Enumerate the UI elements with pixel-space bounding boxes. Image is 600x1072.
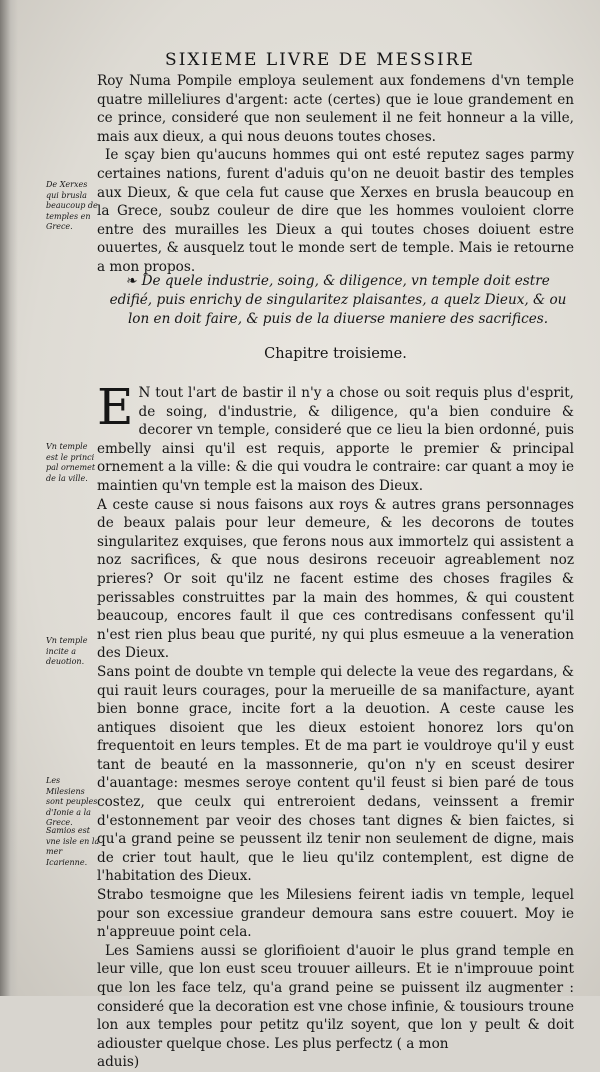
paragraph-intro <box>97 378 574 496</box>
paragraph-palais: A ceste cause si nous faisons aux roys & autres grans personnages de beaux palais pour leur demeure, & les decorons de toutes singularitez exquises, que ferons nous aux immortelz qui assistent a noz sacrifices, & que nous desirons receuoir agreablement noz prieres? Or soit qu'ilz ne facent estime des choses fragiles & perissables construittes par la main des hommes, & qui coustent beaucoup, encores fault il que ces contredisans confessent qu'il n'est rien plus beau que purité, ny qui plus esmeuue a la veneration des Dieux. <box>97 496 574 662</box>
book-spine-shadow <box>0 0 18 996</box>
drop-cap: E <box>97 378 134 436</box>
paragraph-xerxes: Ie sçay bien qu'aucuns hommes qui ont esté reputez sages parmy certaines nations, furent d'aduis qu'on ne deuoit bastir des temples aux Dieux, & que cela fut cause que Xerxes en brusla beaucoup en la Grece, soubz couleur de dire que les hommes vouloient clorre entre des murailles les Dieux a qui toutes choses doiuent estre ouuertes, & ausquelz tout le monde sert de temple. Mais ie retourne a mon propos. <box>97 147 574 275</box>
margin-note-ornament: Vn temple est le princi pal ornemet de la ville. <box>46 442 96 483</box>
margin-note-devotion: Vn temple incite a deuotion. <box>46 636 88 667</box>
running-header: SIXIEME LIVRE DE MESSIRE <box>165 50 475 70</box>
summary-text: De quele industrie, soing, & diligence, vn temple doit estre edifié, puis enrichy de singularitez plaisantes, a quelz Dieux, & ou lon en doit faire, & puis de la diuerse maniere des sacrifices. <box>109 273 567 327</box>
chapter-summary <box>108 272 568 329</box>
catchword: aduis) <box>97 1054 140 1071</box>
paragraph-deuotion: Sans point de doubte vn temple qui delecte la veue des regardans, & qui rauit leurs courages, pour la merueille de sa manifacture, ayant bien bonne grace, incite fort a la deuotion. A ceste cause les antiques disoient que les dieux estoient honorez lors qu'on frequentoit en leurs temples. Et de ma part ie vouldroye qu'il y eust tant de beauté en la massonnerie, qu'on n'y en sceust desirer d'auantage: mesmes seroye content qu'il feust si bien paré de tous costez, que ceulx qui entreroient dedans, veinssent a fremir d'estonnement par veoir des choses tant dignes & bien faictes, si qu'a grand peine se peussent ilz tenir non seulement de digne, mais de crier tout hault, que le lieu qu'ilz contemplent, est digne de l'habitation des Dieux. <box>97 663 574 885</box>
chapter-title: Chapitre troisieme. <box>264 346 407 362</box>
margin-note-xerxes: De Xerxes qui brusla beaucoup de temples en Grece. <box>46 180 98 232</box>
paragraph-intro-text: N tout l'art de bastir il n'y a chose ou soit requis plus d'esprit, de soing, d'industrie, & diligence, qu'a bien conduire & decorer vn temple, consideré que ce lieu la bien ordonné, puis embelly ainsi qu'il est requis, apporte le premier & principal ornement a la ville: & die qui voudra le contraire: car quant a moy ie maintien qu'vn temple est la maison des Dieux. <box>97 385 574 494</box>
fleuron-icon: ❧ <box>126 273 138 289</box>
margin-note-samos: Samios est vne isle en la mer Icarienne. <box>46 826 100 867</box>
paragraph-numa: Roy Numa Pompile employa seulement aux fondemens d'vn temple quatre milleliures d'argent: acte (certes) que ie loue grandement en ce prince, consideré que non seulement il ne feit honneur a la ville, mais aux dieux, a qui nous deuons toutes choses. <box>97 73 574 145</box>
chapter-text <box>97 378 574 1072</box>
paragraph-strabo: Strabo tesmoigne que les Milesiens feirent iadis vn temple, lequel pour son excessiue grandeur demoura sans estre couuert. Moy ie n'appreuue point cela. <box>97 887 574 941</box>
margin-note-milesiens: Les Milesiens sont peuples d'Ionie a la Grece. <box>46 776 98 828</box>
text-block-1 <box>97 72 574 277</box>
paragraph-samiens: Les Samiens aussi se glorifioient d'auoir le plus grand temple en leur ville, que lon eust sceu trouuer ailleurs. Et ie n'improuue point que lon les face telz, qu'a grand peine se puissent ilz augmenter : consideré que la decoration est vne chose infinie, & tousiours troune lon aux temples pour petitz qu'ilz soyent, que lon y peult & doit adiouster quelque chose. Les plus perfectz ( a mon <box>97 942 574 1052</box>
